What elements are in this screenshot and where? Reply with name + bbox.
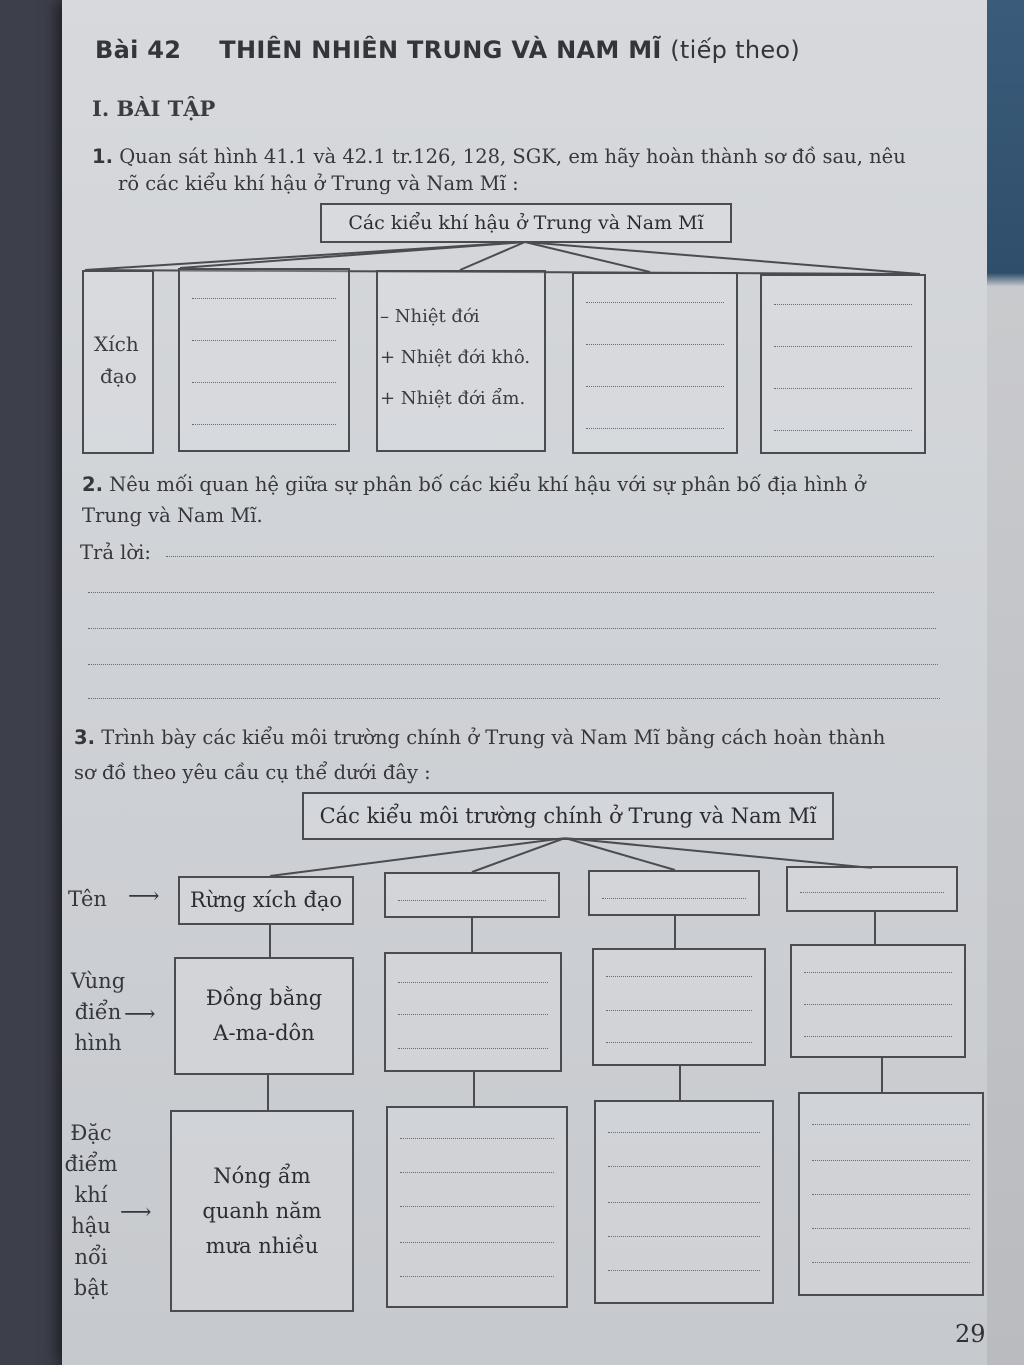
answer-dotted-line[interactable] [400, 1276, 554, 1277]
answer-dotted-line[interactable] [602, 898, 746, 899]
answer-dotted-line[interactable] [774, 388, 912, 389]
environment-name-3[interactable] [588, 870, 760, 916]
row-label-climate-5: nổi [74, 1245, 108, 1269]
answer-dotted-line[interactable] [398, 982, 548, 983]
answer-dotted-line[interactable] [812, 1194, 970, 1195]
answer-dotted-line[interactable] [606, 1010, 752, 1011]
environment-name-2[interactable] [384, 872, 560, 918]
answer-dotted-line[interactable] [812, 1262, 970, 1263]
answer-label: Trả lời: [80, 541, 151, 564]
row-label-region-3: hình [74, 1031, 122, 1055]
answer-dotted-line[interactable] [608, 1166, 760, 1167]
environment-region-2[interactable] [384, 952, 562, 1072]
environment-region-4[interactable] [790, 944, 966, 1058]
answer-dotted-line[interactable] [774, 346, 912, 347]
section-heading: I. BÀI TẬP [92, 96, 216, 121]
climate-box-equatorial [82, 270, 154, 454]
climate-box-tropical [376, 270, 546, 452]
row-label-climate-1: Đặc [70, 1121, 112, 1145]
question-2-text-1: Nêu mối quan hệ giữa sự phân bố các kiểu khí hậu với sự phân bố địa hình ở [109, 473, 866, 496]
answer-dotted-line[interactable] [400, 1172, 554, 1173]
environment-climate-1 [170, 1110, 354, 1312]
environment-region-3[interactable] [592, 948, 766, 1066]
lesson-subtitle: (tiếp theo) [670, 36, 801, 64]
answer-dotted-line[interactable] [400, 1206, 554, 1207]
question-2-number: 2. [82, 473, 103, 496]
environment-diagram-title: Các kiểu môi trường chính ở Trung và Nam Mĩ [302, 792, 834, 840]
question-3-text-2: sơ đồ theo yêu cầu cụ thể dưới đây : [74, 761, 431, 784]
tropical-line-3: + Nhiệt đới ẩm. [380, 388, 526, 409]
answer-dotted-line[interactable] [192, 424, 336, 425]
climate-diagram-title: Các kiểu khí hậu ở Trung và Nam Mĩ [320, 203, 732, 243]
answer-dotted-line[interactable] [400, 1138, 554, 1139]
arrow-right-icon: ⟶ [120, 1200, 152, 1225]
arrow-right-icon: ⟶ [128, 884, 160, 909]
question-3-number: 3. [74, 726, 95, 749]
page-number: 29 [955, 1320, 986, 1348]
row-label-climate-2: điểm [64, 1152, 118, 1176]
lesson-title [95, 36, 800, 64]
answer-dotted-line[interactable] [774, 304, 912, 305]
answer-dotted-line[interactable] [812, 1124, 970, 1125]
climate-1-line-2: quanh năm [202, 1198, 322, 1223]
environment-name-1: Rừng xích đạo [178, 876, 354, 925]
answer-dotted-line[interactable] [606, 1042, 752, 1043]
climate-1-line-1: Nóng ẩm [213, 1163, 311, 1188]
question-3-line-1 [74, 722, 885, 753]
answer-dotted-line[interactable] [586, 302, 724, 303]
row-label-climate-6: bật [73, 1276, 109, 1300]
question-2-line-1 [82, 469, 866, 500]
environment-climate-4[interactable] [798, 1092, 984, 1296]
answer-dotted-line[interactable] [800, 892, 944, 893]
climate-box-4[interactable] [572, 272, 738, 454]
question-3-text-1: Trình bày các kiểu môi trường chính ở Trung và Nam Mĩ bằng cách hoàn thành [101, 726, 886, 749]
question-1-text-1: Quan sát hình 41.1 và 42.1 tr.126, 128, SGK, em hãy hoàn thành sơ đồ sau, nêu [119, 145, 906, 168]
question-1-number: 1. [92, 145, 113, 168]
answer-dotted-line[interactable] [608, 1270, 760, 1271]
equatorial-label-2: đạo [100, 364, 137, 388]
answer-dotted-line[interactable] [608, 1236, 760, 1237]
answer-dotted-line[interactable] [586, 344, 724, 345]
answer-dotted-line[interactable] [606, 976, 752, 977]
tropical-line-1: – Nhiệt đới [380, 306, 480, 327]
answer-dotted-line[interactable] [804, 972, 952, 973]
tropical-line-2: + Nhiệt đới khô. [380, 347, 531, 368]
row-label-climate-4: hậu [71, 1214, 111, 1238]
answer-line-4[interactable] [88, 664, 938, 665]
answer-line-5[interactable] [88, 698, 940, 699]
answer-dotted-line[interactable] [774, 430, 912, 431]
climate-box-2[interactable] [178, 268, 350, 452]
answer-dotted-line[interactable] [398, 1014, 548, 1015]
answer-dotted-line[interactable] [398, 900, 546, 901]
answer-line-2[interactable] [88, 592, 934, 593]
answer-dotted-line[interactable] [586, 428, 724, 429]
equatorial-label-1: Xích [94, 332, 139, 356]
answer-dotted-line[interactable] [586, 386, 724, 387]
region-1-line-1: Đồng bằng [205, 986, 323, 1010]
row-label-climate [60, 1118, 122, 1304]
climate-1-line-3: mưa nhiều [205, 1233, 319, 1258]
row-label-name: Tên [68, 887, 107, 911]
row-label-region-2: điển [74, 1000, 122, 1024]
environment-name-4[interactable] [786, 866, 958, 912]
answer-dotted-line[interactable] [812, 1160, 970, 1161]
answer-dotted-line[interactable] [192, 382, 336, 383]
row-label-region-1: Vùng [70, 969, 126, 993]
question-1-text-2: rõ các kiểu khí hậu ở Trung và Nam Mĩ : [118, 172, 519, 195]
answer-dotted-line[interactable] [192, 340, 336, 341]
environment-climate-3[interactable] [594, 1100, 774, 1304]
answer-dotted-line[interactable] [192, 298, 336, 299]
question-2-text-2: Trung và Nam Mĩ. [82, 504, 263, 527]
answer-dotted-line[interactable] [398, 1048, 548, 1049]
answer-dotted-line[interactable] [400, 1242, 554, 1243]
row-label-climate-3: khí [74, 1183, 108, 1207]
climate-box-5[interactable] [760, 274, 926, 454]
answer-dotted-line[interactable] [804, 1004, 952, 1005]
lesson-title-text: THIÊN NHIÊN TRUNG VÀ NAM MĨ [219, 36, 662, 64]
answer-dotted-line[interactable] [804, 1036, 952, 1037]
answer-dotted-line[interactable] [812, 1228, 970, 1229]
lesson-number: Bài 42 [95, 36, 182, 64]
answer-line-3[interactable] [88, 628, 936, 629]
answer-line-1[interactable] [166, 556, 934, 557]
answer-dotted-line[interactable] [608, 1202, 760, 1203]
environment-climate-2[interactable] [386, 1106, 568, 1308]
arrow-right-icon: ⟶ [124, 1002, 156, 1027]
region-1-line-2: A-ma-dôn [213, 1021, 315, 1045]
answer-dotted-line[interactable] [608, 1132, 760, 1133]
environment-region-1 [174, 957, 354, 1075]
